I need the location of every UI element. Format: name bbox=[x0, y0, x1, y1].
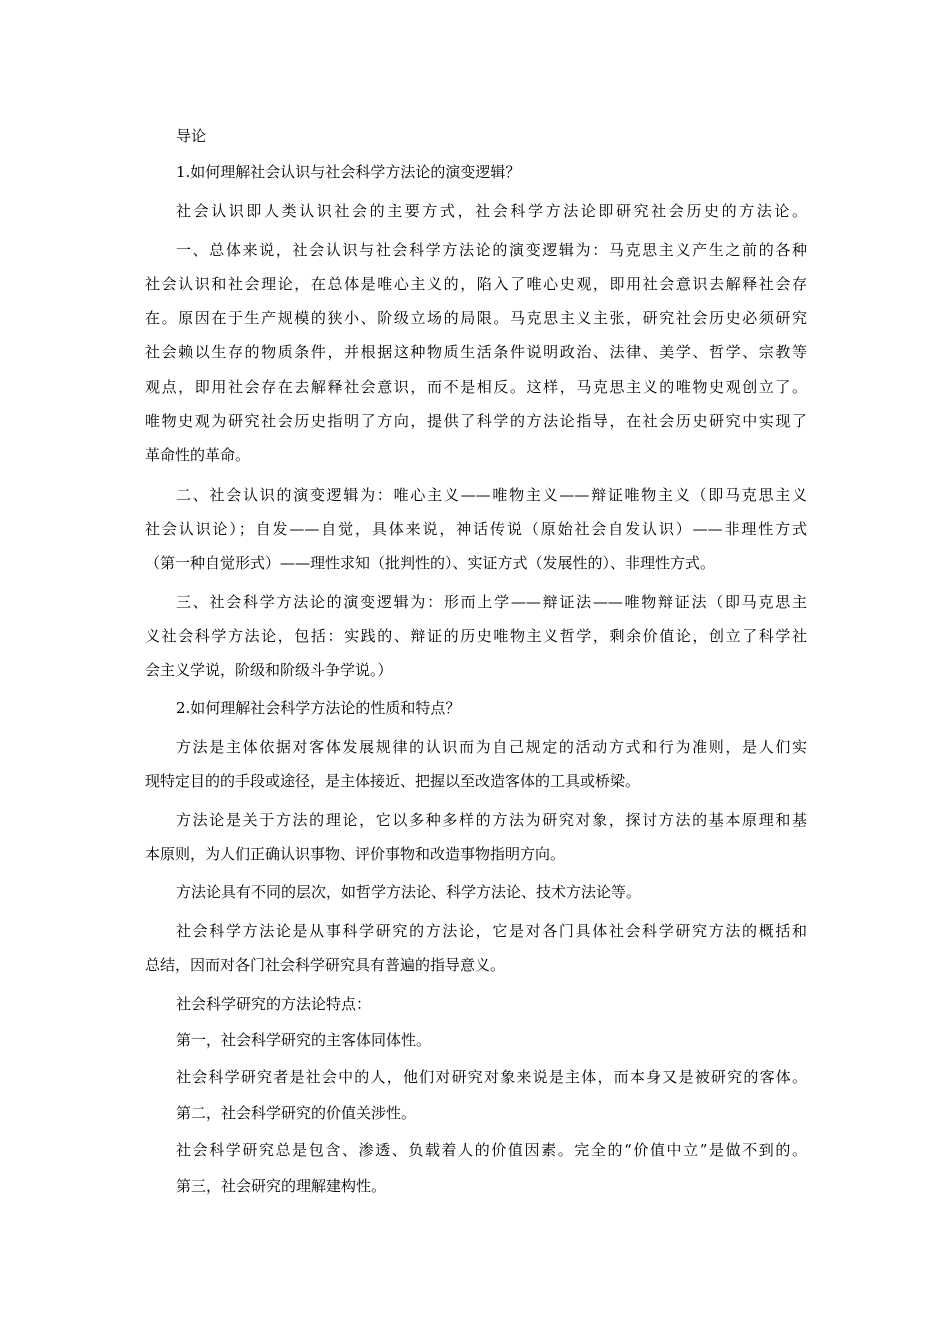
paragraph-line: 唯物史观为研究社会历史指明了方向，提供了科学的方法论指导，在社会历史研究中实现了 bbox=[145, 412, 807, 430]
paragraph-line: 社会科学方法论是从事科学研究的方法论，它是对各门具体社会科学研究方法的概括和 bbox=[176, 922, 807, 940]
paragraph-line: 二、社会认识的演变逻辑为：唯心主义——唯物主义——辩证唯物主义（即马克思主义 bbox=[176, 486, 807, 504]
paragraph-line: （第一种自觉形式）——理性求知（批判性的）、实证方式（发展性的）、非理性方式。 bbox=[145, 554, 716, 572]
paragraph-line: 三、社会科学方法论的演变逻辑为：形而上学——辩证法——唯物辩证法（即马克思主 bbox=[176, 593, 807, 611]
section-heading: 导论 bbox=[176, 127, 207, 145]
paragraph-line: 第三，社会研究的理解建构性。 bbox=[176, 1177, 387, 1195]
paragraph-line: 义社会科学方法论，包括：实践的、辩证的历史唯物主义哲学，剩余价值论，创立了科学社 bbox=[145, 627, 807, 645]
paragraph-line: 方法论是关于方法的理论，它以多种多样的方法为研究对象，探讨方法的基本原理和基 bbox=[176, 811, 807, 829]
paragraph-line: 方法论具有不同的层次，如哲学方法论、科学方法论、技术方法论等。 bbox=[176, 883, 642, 901]
paragraph-line: 方法是主体依据对客体发展规律的认识而为自己规定的活动方式和行为准则，是人们实 bbox=[176, 738, 807, 756]
paragraph-line: 社会科学研究总是包含、渗透、负载着人的价值因素。完全的“价值中立”是做不到的。 bbox=[176, 1141, 807, 1159]
paragraph-line: 在。原因在于生产规模的狭小、阶级立场的局限。马克思主义主张，研究社会历史必须研究 bbox=[145, 309, 807, 327]
paragraph-line: 社会科学研究的方法论特点： bbox=[176, 995, 372, 1013]
paragraph-line: 社会科学研究者是社会中的人，他们对研究对象来说是主体，而本身又是被研究的客体。 bbox=[176, 1068, 807, 1086]
paragraph-line: 社会认识和社会理论，在总体是唯心主义的，陷入了唯心史观，即用社会意识去解释社会存 bbox=[145, 275, 807, 293]
paragraph-line: 第二，社会科学研究的价值关涉性。 bbox=[176, 1104, 417, 1122]
paragraph-line: 会主义学说，阶级和阶级斗争学说。） bbox=[145, 661, 393, 679]
question-heading: 1.如何理解社会认识与社会科学方法论的演变逻辑？ bbox=[176, 163, 521, 181]
paragraph-line: 一、总体来说，社会认识与社会科学方法论的演变逻辑为：马克思主义产生之前的各种 bbox=[176, 241, 807, 259]
paragraph-line: 社会认识论）；自发——自觉，具体来说，神话传说（原始社会自发认识）——非理性方式 bbox=[145, 520, 807, 538]
paragraph-line: 革命性的革命。 bbox=[145, 446, 251, 464]
paragraph-line: 第一，社会科学研究的主客体同体性。 bbox=[176, 1031, 432, 1049]
question-heading: 2.如何理解社会科学方法论的性质和特点？ bbox=[176, 699, 461, 717]
paragraph-line: 现特定目的的手段或途径，是主体接近、把握以至改造客体的工具或桥梁。 bbox=[145, 772, 641, 790]
paragraph-line: 本原则，为人们正确认识事物、评价事物和改造事物指明方向。 bbox=[145, 845, 566, 863]
paragraph-line: 总结，因而对各门社会科学研究具有普遍的指导意义。 bbox=[145, 956, 506, 974]
paragraph-line: 社会赖以生存的物质条件，并根据这种物质生活条件说明政治、法律、美学、哲学、宗教等 bbox=[145, 343, 807, 361]
paragraph-line: 观点，即用社会存在去解释社会意识，而不是相反。这样，马克思主义的唯物史观创立了。 bbox=[145, 378, 807, 396]
paragraph-line: 社会认识即人类认识社会的主要方式，社会科学方法论即研究社会历史的方法论。 bbox=[176, 202, 807, 220]
